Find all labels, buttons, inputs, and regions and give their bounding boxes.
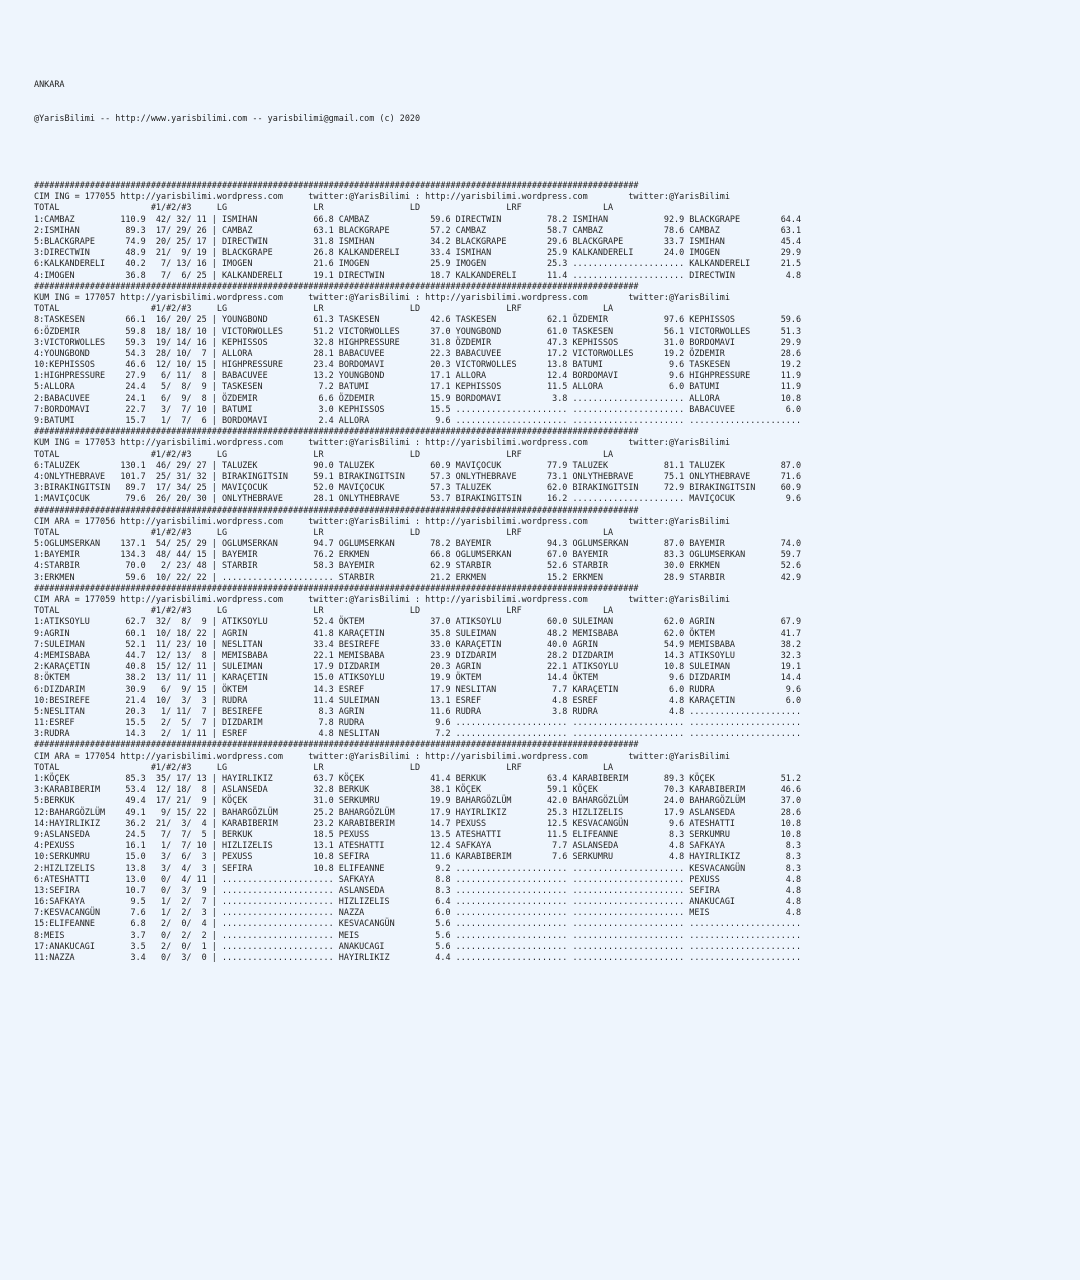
separator-line: #######################################################################################################################: [34, 280, 639, 291]
separator-line: #######################################################################################################################: [34, 504, 639, 515]
table-row: 6:DIZDARIM 30.9 6/ 9/ 15 | ÖKTEM 14.3 ESREF 17.9 NESLITAN 7.7 KARAÇETIN 6.0 RUDRA 9.6: [34, 683, 802, 694]
report-document: [34, 57, 801, 974]
table-row: 7:KESVACANGÜN 7.6 1/ 2/ 3 | ...................... NAZZA 6.0 ...................... ...................... MEIS 4.8: [34, 907, 802, 918]
table-row: 5:ALLORA 24.4 5/ 8/ 9 | TASKESEN 7.2 BATUMI 17.1 KEPHISSOS 11.5 ALLORA 6.0 BATUMI 11.9: [34, 381, 802, 392]
column-headers: TOTAL #1/#2/#3 LG LR LD LRF LA: [34, 526, 614, 537]
column-headers: TOTAL #1/#2/#3 LG LR LD LRF LA: [34, 303, 614, 314]
table-row: 12:BAHARGÖZLÜM 49.1 9/ 15/ 22 | BAHARGÖZLÜM 25.2 BAHARGÖZLÜM 17.9 HAYIRLIKIZ 25.3 HIZLIZELIS 17.9 ASLANSEDA 28.6: [34, 806, 802, 817]
table-row: 7:BORDOMAVI 22.7 3/ 7/ 10 | BATUMI 3.0 KEPHISSOS 15.5 ...................... ...................... BABACUVEE 6.0: [34, 403, 802, 414]
table-row: 16:SAFKAYA 9.5 1/ 2/ 7 | ...................... HIZLIZELIS 6.4 ...................... ...................... ANAKUCAGI 4.8: [34, 896, 802, 907]
table-row: 10:KEPHISSOS 46.6 12/ 10/ 15 | HIGHPRESSURE 23.4 BORDOMAVI 20.3 VICTORWOLLES 13.8 BATUMI 9.6 TASKESEN 19.2: [34, 359, 802, 370]
table-row: 13:SEFIRA 10.7 0/ 3/ 9 | ...................... ASLANSEDA 8.3 ...................... ...................... SEFIRA 4.8: [34, 884, 802, 895]
race-title: CIM ARA = 177059 http://yarisbilimi.wordpress.com twitter:@YarisBilimi : http://yarisbilimi.wordpress.com twitter:@YarisBilimi: [34, 594, 730, 604]
table-row: 4:STARBIR 70.0 2/ 23/ 48 | STARBIR 58.3 BAYEMIR 62.9 STARBIR 52.6 STARBIR 30.0 ERKMEN 52.6: [34, 560, 802, 571]
table-row: 8:TASKESEN 66.1 16/ 20/ 25 | YOUNGBOND 61.3 TASKESEN 42.6 TASKESEN 62.1 ÖZDEMIR 97.6 KEPHISSOS 59.6: [34, 314, 802, 325]
table-row: 4:PEXUSS 16.1 1/ 7/ 10 | HIZLIZELIS 13.1 ATESHATTI 12.4 SAFKAYA 7.7 ASLANSEDA 4.8 SAFKAYA 8.3: [34, 840, 802, 851]
table-row: 9:AGRIN 60.1 10/ 18/ 22 | AGRIN 41.8 KARAÇETIN 35.8 SULEIMAN 48.2 MEMISBABA 62.0 ÖKTEM 41.7: [34, 627, 802, 638]
table-row: 2:ISMIHAN 89.3 17/ 29/ 26 | CAMBAZ 63.1 BLACKGRAPE 57.2 CAMBAZ 58.7 CAMBAZ 78.6 CAMBAZ 63.1: [34, 224, 802, 235]
table-row: 6:KALKANDERELI 40.2 7/ 13/ 16 | IMOGEN 21.6 IMOGEN 25.9 IMOGEN 25.3 ...................... KALKANDERELI 21.5: [34, 258, 802, 269]
table-row: 5:NESLITAN 20.3 1/ 11/ 7 | BESIREFE 8.3 AGRIN 11.6 RUDRA 3.8 RUDRA 4.8 ......................: [34, 705, 802, 716]
race-section: [34, 505, 801, 583]
table-row: 2:KARAÇETIN 40.8 15/ 12/ 11 | SULEIMAN 17.9 DIZDARIM 20.3 AGRIN 22.1 ATIKSOYLU 10.8 SULEIMAN 19.1: [34, 661, 802, 672]
table-row: 4:IMOGEN 36.8 7/ 6/ 25 | KALKANDERELI 19.1 DIRECTWIN 18.7 KALKANDERELI 11.4 ...................... DIRECTWIN 4.8: [34, 269, 802, 280]
table-row: 11:ESREF 15.5 2/ 5/ 7 | DIZDARIM 7.8 RUDRA 9.6 ...................... ...................... ......................: [34, 717, 802, 728]
table-row: 6:ATESHATTI 13.0 0/ 4/ 11 | ...................... SAFKAYA 8.8 ...................... ...................... PEXUSS 4.8: [34, 873, 802, 884]
race-title: CIM ING = 177055 http://yarisbilimi.wordpress.com twitter:@YarisBilimi : http://yarisbilimi.wordpress.com twitter:@YarisBilimi: [34, 191, 730, 202]
table-row: 5:BLACKGRAPE 74.9 20/ 25/ 17 | DIRECTWIN 31.8 ISMIHAN 34.2 BLACKGRAPE 29.6 BLACKGRAPE 33.7 ISMIHAN 45.4: [34, 236, 802, 246]
city-heading: ANKARA: [34, 79, 65, 90]
blank-line: [34, 147, 801, 158]
table-row: 3:VICTORWOLLES 59.3 19/ 14/ 16 | KEPHISSOS 32.8 HIGHPRESSURE 31.8 ÖZDEMIR 47.3 KEPHISSOS 31.0 BORDOMAVI 29.9: [34, 336, 802, 347]
race-section: [34, 281, 801, 426]
table-row: 1:MAVIÇOCUK 79.6 26/ 20/ 30 | ONLYTHEBRAVE 28.1 ONLYTHEBRAVE 53.7 BIRAKINGITSIN 16.2 ...................... MAVIÇOCUK 9.6: [34, 493, 802, 504]
table-row: 1:BAYEMIR 134.3 48/ 44/ 15 | BAYEMIR 76.2 ERKMEN 66.8 OGLUMSERKAN 67.0 BAYEMIR 83.3 OGLUMSERKAN 59.7: [34, 549, 802, 560]
credit-line: @YarisBilimi -- http://www.yarisbilimi.com -- yarisbilimi@gmail.com (c) 2020: [34, 112, 421, 123]
separator-line: #######################################################################################################################: [34, 180, 639, 191]
table-row: 1:HIGHPRESSURE 27.9 6/ 11/ 8 | BABACUVEE 13.2 YOUNGBOND 17.1 ALLORA 12.4 BORDOMAVI 9.6 HIGHPRESSURE 11.9: [34, 370, 802, 381]
table-row: 15:ELIFEANNE 6.8 2/ 0/ 4 | ...................... KESVACANGÜN 5.6 ...................... ...................... ......................: [34, 918, 802, 929]
table-row: 2:HIZLIZELIS 13.8 3/ 4/ 3 | SEFIRA 10.8 ELIFEANNE 9.2 ...................... ...................... KESVACANGÜN 8.3: [34, 862, 802, 873]
table-row: 17:ANAKUCAGI 3.5 2/ 0/ 1 | ...................... ANAKUCAGI 5.6 ...................... ...................... ......................: [34, 940, 802, 951]
race-section: [34, 180, 801, 281]
table-row: 9:BATUMI 15.7 1/ 7/ 6 | BORDOMAVI 2.4 ALLORA 9.6 ...................... ...................... ......................: [34, 415, 802, 425]
separator-line: #######################################################################################################################: [34, 582, 639, 593]
table-row: 14:HAYIRLIKIZ 36.2 21/ 3/ 4 | KARABIBERIM 23.2 KARABIBERIM 14.7 PEXUSS 12.5 KESVACANGÜN 9.6 ATESHATTI 10.8: [34, 817, 802, 828]
race-sections: [34, 180, 801, 963]
race-title: KUM ING = 177053 http://yarisbilimi.wordpress.com twitter:@YarisBilimi : http://yarisbilimi.wordpress.com twitter:@YarisBilimi: [34, 437, 730, 448]
table-row: 10:SERKUMRU 15.0 3/ 6/ 3 | PEXUSS 10.8 SEFIRA 11.6 KARABIBERIM 7.6 SERKUMRU 4.8 HAYIRLIKIZ 8.3: [34, 851, 802, 862]
table-row: 7:SULEIMAN 52.1 11/ 23/ 10 | NESLITAN 33.4 BESIREFE 33.0 KARAÇETIN 40.0 AGRIN 54.9 MEMISBABA 38.2: [34, 638, 802, 649]
column-headers: TOTAL #1/#2/#3 LG LR LD LRF LA: [34, 761, 614, 772]
table-row: 5:BERKUK 49.4 17/ 21/ 9 | KÖÇEK 31.0 SERKUMRU 19.9 BAHARGÖZLÜM 42.0 BAHARGÖZLÜM 24.0 BAHARGÖZLÜM 37.0: [34, 795, 802, 806]
table-row: 5:OGLUMSERKAN 137.1 54/ 25/ 29 | OGLUMSERKAN 94.7 OGLUMSERKAN 78.2 BAYEMIR 94.3 OGLUMSERKAN 87.0 BAYEMIR 74.0: [34, 538, 802, 549]
column-headers: TOTAL #1/#2/#3 LG LR LD LRF LA: [34, 605, 614, 616]
race-section: [34, 739, 801, 963]
race-title: KUM ING = 177057 http://yarisbilimi.wordpress.com twitter:@YarisBilimi : http://yarisbilimi.wordpress.com twitter:@YarisBilimi: [34, 291, 730, 302]
table-row: 1:CAMBAZ 110.9 42/ 32/ 11 | ISMIHAN 66.8 CAMBAZ 59.6 DIRECTWIN 78.2 ISMIHAN 92.9 BLACKGRAPE 64.4: [34, 213, 802, 224]
table-row: 9:ASLANSEDA 24.5 7/ 7/ 5 | BERKUK 18.5 PEXUSS 13.5 ATESHATTI 11.5 ELIFEANNE 8.3 SERKUMRU 10.8: [34, 828, 802, 839]
table-row: 3:BIRAKINGITSIN 89.7 17/ 34/ 25 | MAVIÇOCUK 52.0 MAVIÇOCUK 57.3 TALUZEK 62.0 BIRAKINGITSIN 72.9 BIRAKINGITSIN 60.9: [34, 482, 802, 493]
separator-line: #######################################################################################################################: [34, 426, 639, 437]
race-title: CIM ARA = 177054 http://yarisbilimi.wordpress.com twitter:@YarisBilimi : http://yarisbilimi.wordpress.com twitter:@YarisBilimi: [34, 750, 730, 761]
table-row: 3:DIRECTWIN 48.9 21/ 9/ 19 | BLACKGRAPE 26.8 KALKANDERELI 33.4 ISMIHAN 25.9 KALKANDERELI 24.0 IMOGEN 29.9: [34, 247, 802, 258]
table-row: 1:ATIKSOYLU 62.7 32/ 8/ 9 | ATIKSOYLU 52.4 ÖKTEM 37.0 ATIKSOYLU 60.0 SULEIMAN 62.0 AGRIN 67.9: [34, 616, 802, 627]
column-headers: TOTAL #1/#2/#3 LG LR LD LRF LA: [34, 202, 614, 213]
race-section: [34, 583, 801, 740]
table-row: 6:ÖZDEMIR 59.8 18/ 18/ 10 | VICTORWOLLES 51.2 VICTORWOLLES 37.0 YOUNGBOND 61.0 TASKESEN 56.1 VICTORWOLLES 51.3: [34, 325, 802, 336]
table-row: 11:NAZZA 3.4 0/ 3/ 0 | ...................... HAYIRLIKIZ 4.4 ...................... ...................... ......................: [34, 952, 802, 962]
table-row: 1:KÖÇEK 85.3 35/ 17/ 13 | HAYIRLIKIZ 63.7 KÖÇEK 41.4 BERKUK 63.4 KARABIBERIM 89.3 KÖÇEK 51.2: [34, 773, 802, 783]
table-row: 10:BESIREFE 21.4 10/ 3/ 3 | RUDRA 11.4 SULEIMAN 13.1 ESREF 4.8 ESREF 4.8 KARAÇETIN 6.0: [34, 694, 802, 705]
race-section: [34, 426, 801, 504]
separator-line: #######################################################################################################################: [34, 739, 639, 750]
table-row: 3:KARABIBERIM 53.4 12/ 18/ 8 | ASLANSEDA 32.8 BERKUK 38.1 KÖÇEK 59.1 KÖÇEK 70.3 KARABIBERIM 46.6: [34, 784, 802, 795]
table-row: 6:TALUZEK 130.1 46/ 29/ 27 | TALUZEK 90.0 TALUZEK 60.9 MAVIÇOCUK 77.9 TALUZEK 81.1 TALUZEK 87.0: [34, 459, 802, 470]
table-row: 4:YOUNGBOND 54.3 28/ 10/ 7 | ALLORA 28.1 BABACUVEE 22.3 BABACUVEE 17.2 VICTORWOLLES 19.2 ÖZDEMIR 28.6: [34, 347, 802, 358]
table-row: 3:ERKMEN 59.6 10/ 22/ 22 | ...................... STARBIR 21.2 ERKMEN 15.2 ERKMEN 28.9 STARBIR 42.9: [34, 571, 802, 582]
table-row: 2:BABACUVEE 24.1 6/ 9/ 8 | ÖZDEMIR 6.6 ÖZDEMIR 15.9 BORDOMAVI 3.8 ...................... ALLORA 10.8: [34, 392, 802, 403]
table-row: 8:ÖKTEM 38.2 13/ 11/ 11 | KARAÇETIN 15.0 ATIKSOYLU 19.9 ÖKTEM 14.4 ÖKTEM 9.6 DIZDARIM 14.4: [34, 672, 802, 683]
column-headers: TOTAL #1/#2/#3 LG LR LD LRF LA: [34, 448, 614, 459]
table-row: 4:MEMISBABA 44.7 12/ 13/ 8 | MEMISBABA 22.1 MEMISBABA 23.9 DIZDARIM 28.2 DIZDARIM 14.3 ATIKSOYLU 32.3: [34, 649, 802, 660]
table-row: 4:ONLYTHEBRAVE 101.7 25/ 31/ 32 | BIRAKINGITSIN 59.1 BIRAKINGITSIN 57.3 ONLYTHEBRAVE 73.1 ONLYTHEBRAVE 75.1 ONLYTHEBRAVE 71.6: [34, 470, 802, 481]
table-row: 8:MEIS 3.7 0/ 2/ 2 | ...................... MEIS 5.6 ...................... ...................... ......................: [34, 929, 802, 940]
table-row: 3:RUDRA 14.3 2/ 1/ 11 | ESREF 4.8 NESLITAN 7.2 ...................... ...................... ......................: [34, 728, 802, 739]
race-title: CIM ARA = 177056 http://yarisbilimi.wordpress.com twitter:@YarisBilimi : http://yarisbilimi.wordpress.com twitter:@YarisBilimi: [34, 515, 730, 526]
